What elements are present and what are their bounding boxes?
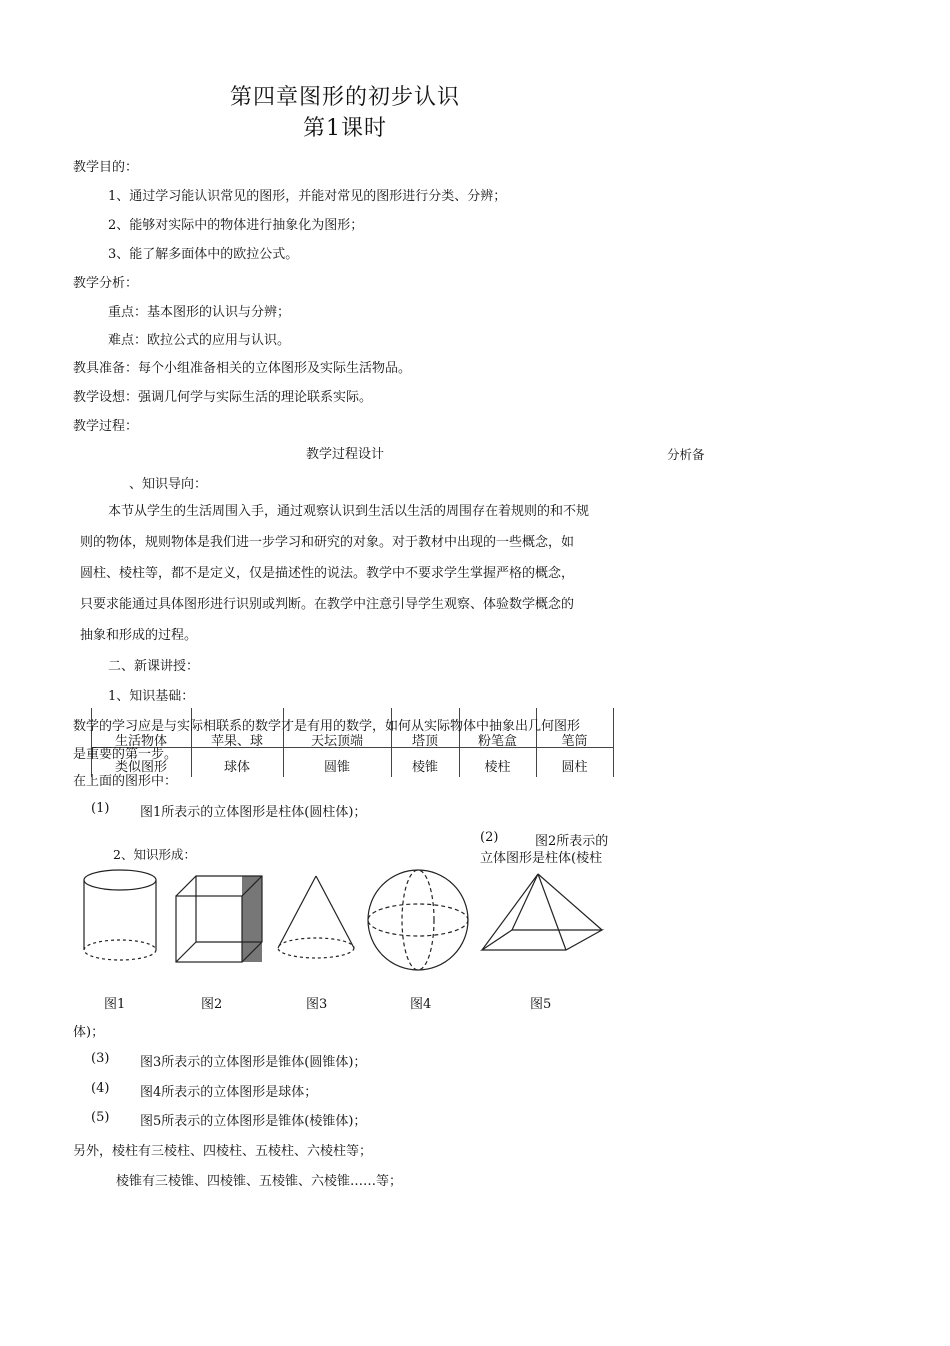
overlay-text-line: 在上面的图形中： [73, 774, 178, 789]
knowledge-basis-heading: 1、知识基础： [108, 689, 195, 704]
objective-item: 3、能了解多面体中的欧拉公式。 [108, 247, 299, 262]
section2-heading: 二、新课讲授： [108, 659, 200, 674]
cube-icon [176, 876, 262, 962]
chapter-title: 第四章图形的初步认识 [230, 85, 461, 110]
desc-figure-5: 图5所表示的立体图形是锥体(棱锥体)； [140, 1114, 367, 1129]
table-row-header: 类似图形 [114, 760, 167, 775]
objective-item: 1、通过学习能认识常见的图形，并能对常见的图形进行分类、分辨； [108, 189, 507, 204]
analysis-heading: 教学分析： [73, 276, 139, 291]
pyramid-icon [482, 874, 602, 950]
table-cell: 苹果、球 [210, 734, 263, 749]
figure-label: 图4 [410, 997, 432, 1012]
figures-illustration [70, 858, 620, 988]
process-heading: 教学过程： [73, 419, 139, 434]
figure-label: 图3 [306, 997, 328, 1012]
table-cell: 球体 [223, 760, 250, 775]
section1-heading: 、知识导向： [129, 477, 208, 492]
knowledge-formation-heading: 2、知识形成： [113, 847, 196, 862]
difficulty: 难点：欧拉公式的应用与认识。 [108, 333, 291, 348]
table-row-header: 生活物体 [114, 734, 167, 749]
table-cell: 粉笔盒 [477, 734, 517, 749]
desc-number: (5) [91, 1110, 110, 1125]
overlay-text-line: 是重要的第一步。 [73, 747, 178, 762]
desc-figure-2-a: 图2所表示的 [535, 834, 609, 849]
cone-icon [278, 876, 354, 958]
table-cell: 笔筒 [561, 734, 588, 749]
paragraph-line: 抽象和形成的过程。 [80, 628, 198, 643]
key-point: 重点：基本图形的认识与分辨； [108, 305, 291, 320]
figure-label: 图2 [201, 997, 223, 1012]
objectives-heading: 教学目的： [73, 160, 139, 175]
desc-figure-1: 图1所表示的立体图形是柱体(圆柱体)； [140, 805, 367, 820]
overlay-text-line: 数学的学习应是与实际相联系的数学才是有用的数学，如何从实际物体中抽象出几何图形 [73, 719, 581, 734]
desc-number: (1) [91, 801, 110, 816]
extra-note: 另外，棱柱有三棱柱、四棱柱、五棱柱、六棱柱等； [73, 1144, 373, 1159]
desc-number: (4) [91, 1081, 110, 1096]
cylinder-icon [84, 870, 156, 960]
teaching-prep: 教具准备：每个小组准备相关的立体图形及实际生活物品。 [73, 361, 412, 376]
desc-figure-2-c: 体)； [73, 1025, 105, 1040]
extra-note: 棱锥有三棱锥、四棱锥、五棱锥、六棱锥……等； [116, 1174, 403, 1189]
paragraph-line: 圆柱、棱柱等，都不是定义，仅是描述性的说法。教学中不要求学生掌握严格的概念， [80, 566, 575, 581]
desc-figure-2-b: 立体图形是柱体(棱柱 [480, 851, 603, 866]
table-cell: 圆锥 [323, 760, 350, 775]
figure-label: 图1 [104, 997, 126, 1012]
figure-label: 图5 [530, 997, 552, 1012]
table-cell: 塔顶 [411, 734, 438, 749]
teaching-idea: 教学设想：强调几何学与实际生活的理论联系实际。 [73, 390, 373, 405]
desc-figure-3: 图3所表示的立体图形是锥体(圆锥体)； [140, 1055, 367, 1070]
desc-number: (2) [480, 830, 499, 845]
process-design-heading: 教学过程设计 [306, 447, 385, 462]
sphere-icon [368, 870, 468, 970]
paragraph-line: 只要求能通过具体图形进行识别或判断。在教学中注意引导学生观察、体验数学概念的 [80, 597, 575, 612]
desc-number: (3) [91, 1051, 110, 1066]
paragraph-line: 本节从学生的生活周围入手，通过观察认识到生活以生活的周围存在着规则的和不规 [108, 504, 590, 519]
side-column-label: 分析备 [667, 447, 705, 462]
table-cell: 棱锥 [411, 760, 438, 775]
desc-figure-4: 图4所表示的立体图形是球体； [140, 1085, 318, 1100]
table-cell: 棱柱 [484, 760, 511, 775]
table-cell: 天坛顶端 [310, 734, 363, 749]
paragraph-line: 则的物体，规则物体是我们进一步学习和研究的对象。对于教材中出现的一些概念，如 [80, 535, 575, 550]
table-cell: 圆柱 [561, 760, 588, 775]
lesson-title: 第1课时 [303, 116, 387, 141]
objective-item: 2、能够对实际中的物体进行抽象化为图形； [108, 218, 364, 233]
